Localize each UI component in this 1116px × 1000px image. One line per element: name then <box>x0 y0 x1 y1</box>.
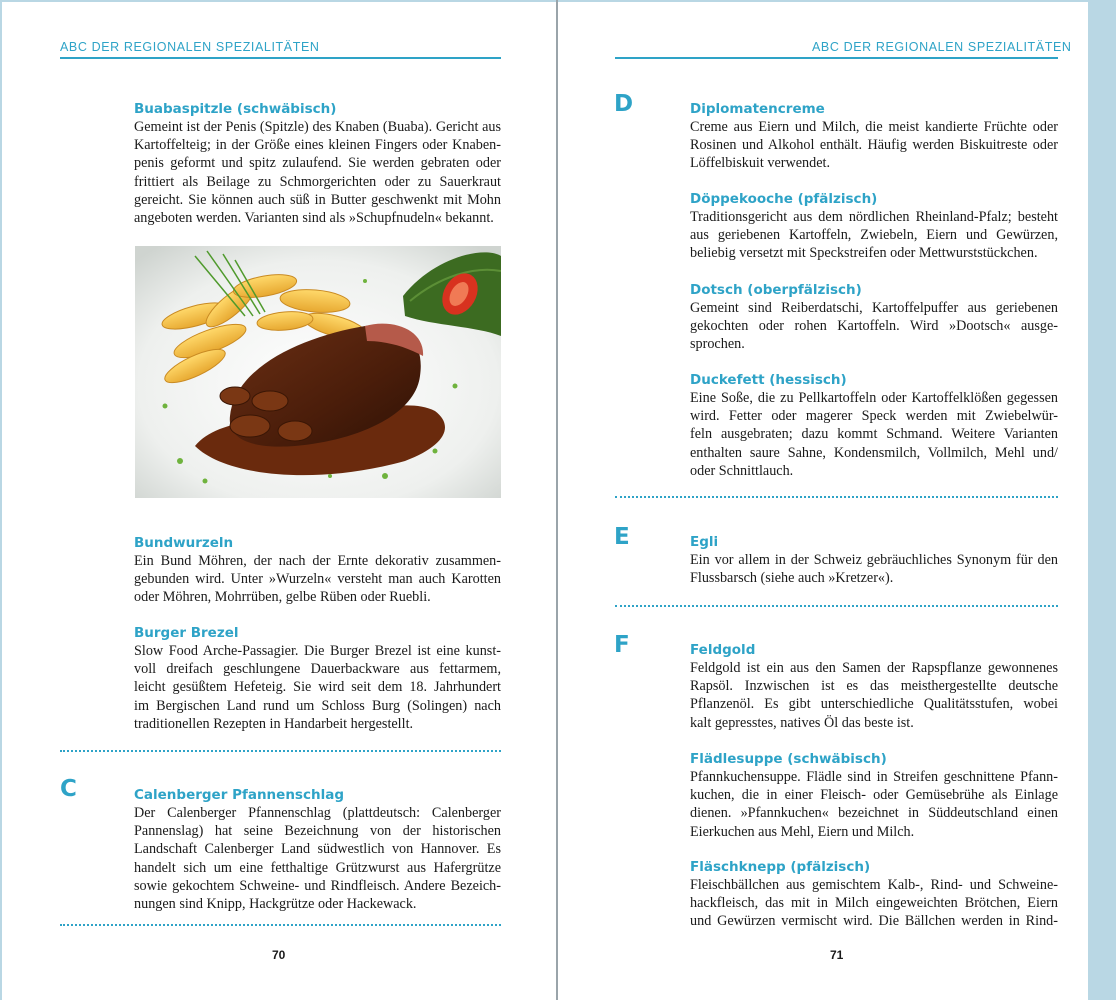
entry-line: penis geformt und spitz zulaufend. Sie werden gebraten oder <box>134 155 501 172</box>
entry-line: Löffelbiskuit verwendet. <box>690 155 830 172</box>
entry-line: gebunden wird. Unter »Wurzeln« versteht man auch Karotten <box>134 571 501 588</box>
entry-line: Ein vor allem in der Schweiz gebräuchliches Synonym für den <box>690 552 1058 568</box>
entry-body <box>690 389 1058 480</box>
entry-line: Rapsöl. Inzwischen ist es das meisthergestellte deutsche <box>690 678 1058 695</box>
entry-line: enthalten saure Sahne, Kondensmilch, Vollmilch, Mehl und/ <box>690 444 1058 461</box>
section-divider <box>615 496 1058 498</box>
entry-body <box>134 804 501 913</box>
entry-title: Calenberger Pfannenschlag <box>134 787 344 803</box>
section-divider <box>60 750 501 752</box>
entry-title: Duckefett (hessisch) <box>690 372 847 388</box>
entry-body <box>690 118 1058 173</box>
entry-buabaspitzle <box>134 100 501 227</box>
entry-line: Flussbarsch (siehe auch »Kretzer«). <box>690 570 894 587</box>
entry-body <box>690 551 1058 587</box>
entry-body <box>690 659 1058 732</box>
entry-diplomatencreme <box>690 100 1058 173</box>
entry-line: Creme aus Eiern und Milch, die meist kandierte Früchte oder <box>690 119 1058 135</box>
entry-line: handelt sich um eine fetthaltige Grützwurst aus Hafergrütze <box>134 859 501 876</box>
entry-line: Gemeint sind Reiberdatschi, Kartoffelpuffer aus geriebenen <box>690 300 1058 316</box>
entry-line: traditionellen Rezepten in Handarbeit hergestellt. <box>134 715 414 732</box>
entry-line: feln ausgebraten; dazu kommt Schmand. Weitere Varianten <box>690 426 1058 443</box>
entry-line: aus geriebenen Kartoffeln, Zwiebeln, Eiern und Gewürzen, <box>690 227 1058 244</box>
entry-line: frittiert als Beilage zu Schmorgerichten oder zu Sauerkraut <box>134 173 501 190</box>
entry-line: wird. Fetter oder magerer Speck werden mit Zwiebelwür- <box>690 408 1058 425</box>
entry-line: angeboten werden. Varianten sind als »Schupfnudeln« bekannt. <box>134 210 494 227</box>
section-divider <box>615 605 1058 607</box>
entry-burger-brezel <box>134 624 501 733</box>
entry-calenberger <box>134 786 501 913</box>
entry-line: oder Schnittlauch. <box>690 462 794 479</box>
entry-doeppekooche <box>690 190 1058 263</box>
section-letter-e: E <box>614 524 630 550</box>
entry-line: Eine Soße, die zu Pellkartoffeln oder Kartoffelklößen gegessen <box>690 390 1058 406</box>
entry-title: Buabaspitzle (schwäbisch) <box>134 101 337 117</box>
entry-line: kuchen, die in einer Fleisch- oder Gemüsebrühe als Einlage <box>690 787 1058 804</box>
page-number-left: 70 <box>272 948 286 962</box>
entry-line: Der Calenberger Pfannenschlag (plattdeutsch: Calenberger <box>134 805 501 821</box>
section-letter-c: C <box>60 776 77 802</box>
entry-title: Bundwurzeln <box>134 535 234 551</box>
header-rule-left <box>60 57 501 59</box>
entry-line: sowie gekochtem Schweine- und Rindfleisch. Andere Bezeich- <box>134 877 501 894</box>
entry-feldgold <box>690 641 1058 732</box>
entry-title: Diplomatencreme <box>690 101 825 117</box>
entry-line: Kartoffelteig; in der Größe eines kleinen Fingers oder Knaben- <box>134 137 501 154</box>
entry-line: hackfleisch, das mit in Milch eingeweichten Brötchen, Eiern <box>690 895 1058 912</box>
page-edge-right <box>1088 0 1116 1000</box>
entry-line: und Gewürzen vermischt wird. Die Bällchen werden in Rind- <box>690 913 1058 930</box>
entry-line: Eierkuchen aus Mehl, Eiern und Milch. <box>690 823 915 840</box>
entry-title: Egli <box>690 534 719 550</box>
entry-body <box>134 552 501 607</box>
entry-line: voll dreifach geschlungene Dauerbackware aus fettarmem, <box>134 661 501 678</box>
entry-line: beliebig versetzt mit Speckstreifen oder Mettwurststückchen. <box>690 245 1038 262</box>
entry-body <box>690 208 1058 263</box>
section-divider <box>60 924 501 926</box>
entry-line: Ein Bund Möhren, der nach der Ernte dekorativ zusammen- <box>134 553 501 569</box>
entry-flaeschknepp <box>690 858 1058 931</box>
entry-title: Burger Brezel <box>134 625 239 641</box>
page-number-right: 71 <box>830 948 844 962</box>
entry-bundwurzeln <box>134 534 501 607</box>
entry-duckefett <box>690 371 1058 480</box>
entry-title: Fläschknepp (pfälzisch) <box>690 859 871 875</box>
entry-line: Traditionsgericht aus dem nördlichen Rheinland-Pfalz; besteht <box>690 209 1058 225</box>
entry-line: oder Möhren, Mohrrüben, gelbe Rüben oder Ruebli. <box>134 589 431 606</box>
entry-title: Feldgold <box>690 642 756 658</box>
entry-body <box>690 768 1058 841</box>
entry-line: kalt gepresstes, natives Öl das beste ist. <box>690 714 914 731</box>
entry-line: Rosinen und Alkohol enthält. Häufig werden Biskuitreste oder <box>690 137 1058 154</box>
entry-line: Pflanzenöl. Es gibt unterschiedliche Qualitätsstufen, wobei <box>690 696 1058 713</box>
entry-line: nungen sind Knipp, Hackgrütze oder Hackewack. <box>134 896 417 913</box>
entry-title: Dotsch (oberpfälzisch) <box>690 282 862 298</box>
entry-title: Flädlesuppe (schwäbisch) <box>690 751 887 767</box>
section-letter-d: D <box>614 91 634 117</box>
entry-line: Pfannkuchensuppe. Flädle sind in Streifen geschnittene Pfann- <box>690 769 1058 785</box>
entry-body <box>134 642 501 733</box>
entry-line: Slow Food Arche-Passagier. Die Burger Brezel ist eine kunst- <box>134 643 501 659</box>
entry-body <box>134 118 501 227</box>
entry-line: Gemeint ist der Penis (Spitzle) des Knaben (Buaba). Gericht aus <box>134 119 501 135</box>
entry-body <box>690 299 1058 354</box>
entry-line: dienen. »Pfannkuchen« bezeichnet in Süddeutschland einen <box>690 805 1058 822</box>
section-letter-f: F <box>614 632 630 658</box>
running-head-left: ABC DER REGIONALEN SPEZIALITÄTEN <box>60 40 320 54</box>
entry-line: im Bergischen Land rund um Schloss Burg (Solingen) nach <box>134 697 501 714</box>
entry-line: gereicht. Sie können auch süß in Butter geschwenkt mit Mohn <box>134 191 501 208</box>
entry-line: sprochen. <box>690 336 745 353</box>
entry-line: Fleischbällchen aus gemischtem Kalb-, Rind- und Schweine- <box>690 877 1058 893</box>
entry-line: Feldgold ist ein aus den Samen der Rapspflanze gewonnenes <box>690 660 1058 676</box>
entry-line: Pannenslag) hat seine Bezeichnung von der historischen <box>134 823 501 840</box>
entry-egli <box>690 533 1058 587</box>
header-rule-right <box>615 57 1058 59</box>
entry-title: Döppekooche (pfälzisch) <box>690 191 878 207</box>
running-head-right: ABC DER REGIONALEN SPEZIALITÄTEN <box>812 40 1072 54</box>
entry-line: Landschaft Calenberger Land südwestlich von Hannover. Es <box>134 841 501 858</box>
entry-line: gekochten oder rohen Kartoffeln. Wird »Dootsch« ausge- <box>690 318 1058 335</box>
entry-flaedlesuppe <box>690 750 1058 841</box>
entry-dotsch <box>690 281 1058 354</box>
food-photo-icon <box>135 246 501 498</box>
entry-line: leicht gesüßtem Hefeteig. Sie wird seit dem 18. Jahrhundert <box>134 679 501 696</box>
entry-body <box>690 876 1058 931</box>
